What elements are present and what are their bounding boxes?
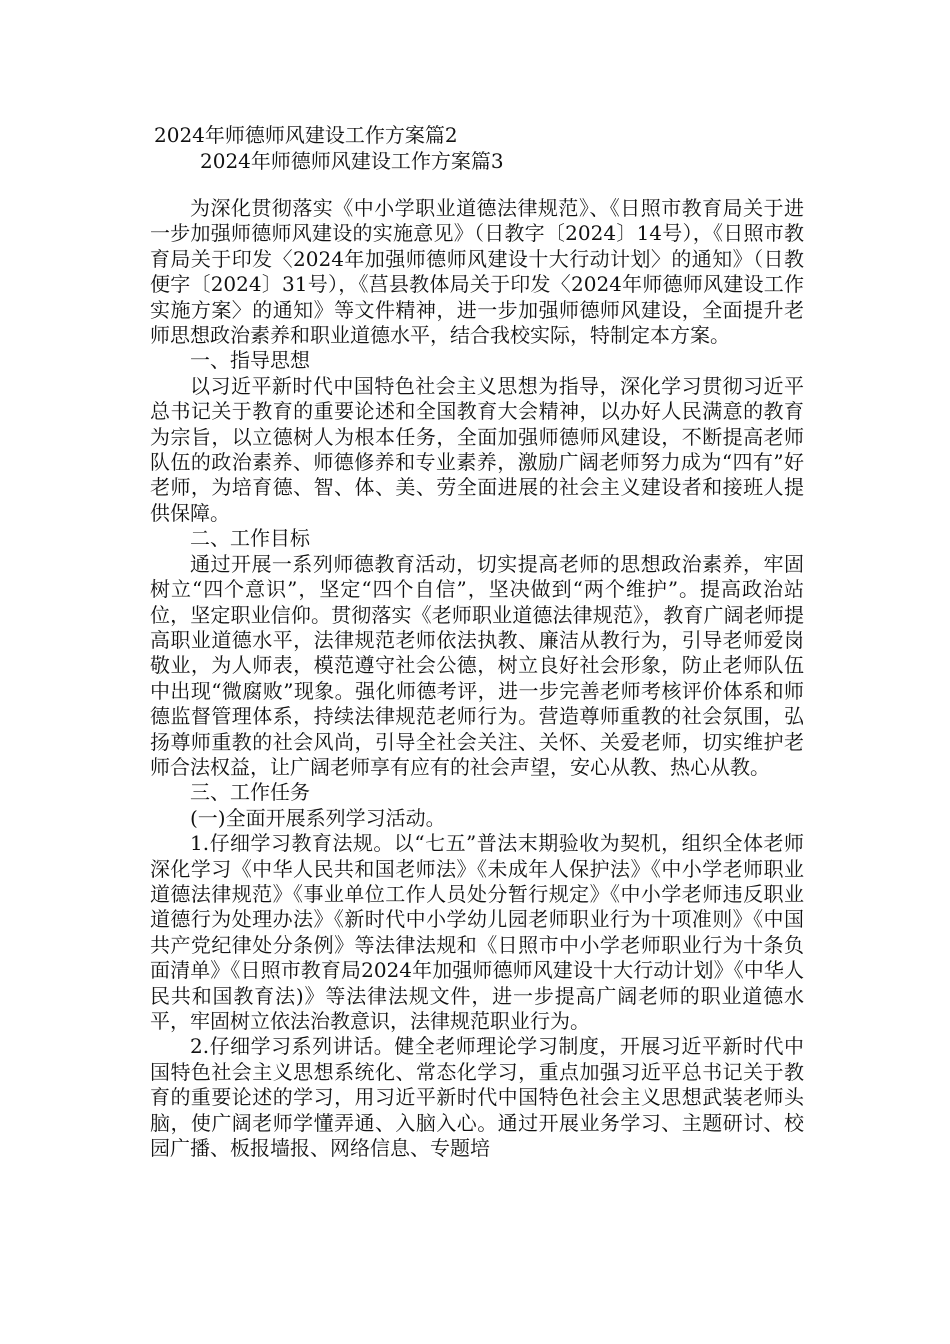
document-title-1: 2024年师德师风建设工作方案篇2 bbox=[154, 123, 458, 147]
intro-paragraph: 为深化贯彻落实《中小学职业道德法律规范》、《日照市教育局关于进一步加强师德师风建设的实施意见》（日教字〔2024〕14号），《日照市教育局关于印发〈2024年加强师德师风建设十大行动计划〉的通知》（日教便字〔2024〕31号），《莒县教体局关于印发〈2024年师德师风建设工作实施方案〉的通知》等文件精神，进一步加强师德师风建设，全面提升老师思想政治素养和职业道德水平，结合我校实际，特制定本方案。 bbox=[150, 196, 804, 348]
document-body bbox=[150, 122, 804, 1161]
task-paragraph-1: 1.仔细学习教育法规。以“七五”普法末期验收为契机，组织全体老师深化学习《中华人民共和国老师法》《未成年人保护法》《中小学老师职业道德法律规范》《事业单位工作人员处分暂行规定》《中小学老师违反职业道德行为处理办法》《新时代中小学幼儿园老师职业行为十项准则》《中国共产党纪律处分条例》等法律法规和《日照市中小学老师职业行为十条负面清单》《日照市教育局2024年加强师德师风建设十大行动计划》《中华人民共和国教育法)》等法律法规文件，进一步提高广阔老师的职业道德水平，牢固树立依法治教意识，法律规范职业行为。 bbox=[150, 831, 804, 1033]
section-heading-guiding-ideology: 一、指导思想 bbox=[190, 348, 310, 373]
guiding-ideology-paragraph: 以习近平新时代中国特色社会主义思想为指导，深化学习贯彻习近平总书记关于教育的重要论述和全国教育大会精神，以办好人民满意的教育为宗旨，以立德树人为根本任务，全面加强师德师风建设，不断提高老师队伍的政治素养、师德修养和专业素养，激励广阔老师努力成为“四有”好老师，为培育德、智、体、美、劳全面进展的社会主义建设者和接班人提供保障。 bbox=[150, 373, 804, 525]
section-heading-work-goals: 二、工作目标 bbox=[190, 526, 310, 551]
document-title-2: 2024年师德师风建设工作方案篇3 bbox=[200, 149, 504, 173]
subsection-heading-study-activities: (一)全面开展系列学习活动。 bbox=[190, 805, 446, 830]
work-goals-paragraph: 通过开展一系列师德教育活动，切实提高老师的思想政治素养，牢固树立“四个意识”，坚定“四个自信”，坚决做到“两个维护”。提高政治站位，坚定职业信仰。贯彻落实《老师职业道德法律规范》，教育广阔老师提高职业道德水平，法律规范老师依法执教、廉洁从教行为，引导老师爱岗敬业，为人师表，模范遵守社会公德，树立良好社会形象，防止老师队伍中出现“微腐败”现象。强化师德考评，进一步完善老师考核评价体系和师德监督管理体系，持续法律规范老师行为。营造尊师重教的社会氛围，弘扬尊师重教的社会风尚，引导全社会关注、关怀、关爱老师，切实维护老师合法权益，让广阔老师享有应有的社会声望，安心从教、热心从教。 bbox=[150, 551, 804, 779]
task-paragraph-2: 2.仔细学习系列讲话。健全老师理论学习制度，开展习近平新时代中国特色社会主义思想系统化、常态化学习，重点加强习近平总书记关于教育的重要论述的学习，用习近平新时代中国特色社会主义思想武装老师头脑，使广阔老师学懂弄通、入脑入心。通过开展业务学习、主题研讨、校园广播、板报墙报、网络信息、专题培 bbox=[150, 1034, 804, 1161]
section-heading-work-tasks: 三、工作任务 bbox=[190, 780, 310, 805]
